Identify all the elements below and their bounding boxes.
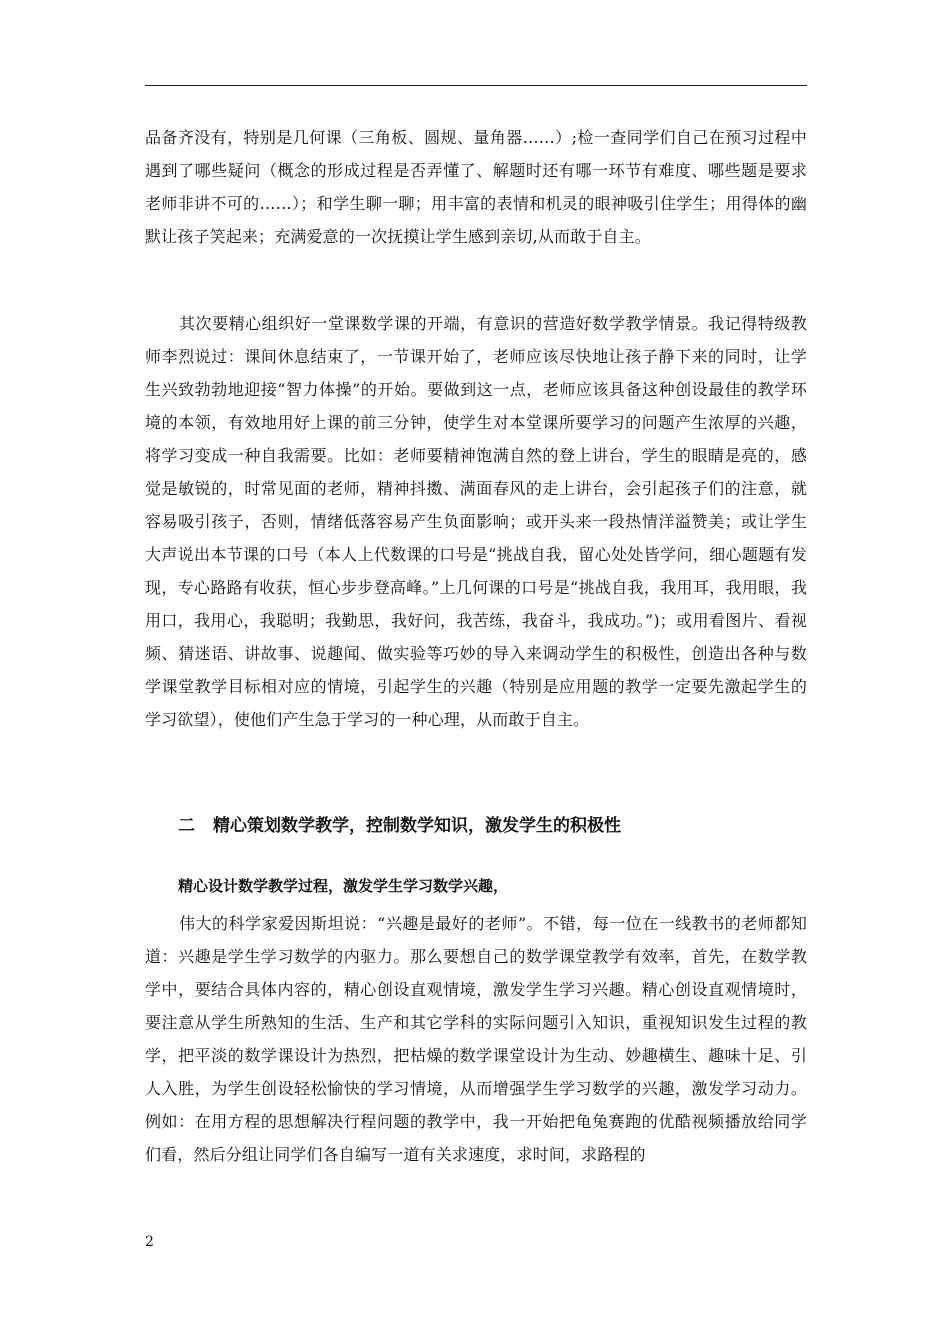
paragraph-continued: 品备齐没有，特别是几何课（三角板、圆规、量角器……）;检一查同学们自己在预习过程中遇到了哪些疑问（概念的形成过程是否弄懂了、解题时还有哪一环节有难度、哪些题是要求老师非讲不可的……）；和学生聊一聊；用丰富的表情和机灵的眼神吸引住学生；用得体的幽默让孩子笑起来；充满爱意的一次抚摸让学生感到亲切,从而敢于自主。 [145, 128, 807, 246]
subsection-heading: 精心设计数学教学过程，激发学生学习数学兴趣， [178, 877, 509, 895]
section-heading [178, 812, 621, 840]
page-number: 2 [145, 1234, 154, 1250]
section-heading-text: 精心策划数学教学，控制数学知识，激发学生的积极性 [213, 816, 621, 836]
header-rule [145, 85, 807, 86]
paragraph-interest: 伟大的科学家爱因斯坦说：“兴趣是最好的老师”。不错，每一位在一线教书的老师都知道：兴趣是学生学习数学的内驱力。那么要想自己的数学课堂教学有效率，首先，在数学教学中，要结合具体内容的，精心创设直观情境，激发学生学习兴趣。精心创设直观情境时，要注意从学生所熟知的生活、生产和其它学科的实际问题引入知识，重视知识发生过程的教学，把平淡的数学课设计为热烈，把枯燥的数学课堂设计为生动、妙趣横生、趣味十足、引人入胜，为学生创设轻松愉快的学习情境，从而增强学生学习数学的兴趣，激发学习动力。例如：在用方程的思想解决行程问题的教学中，我一开始把龟兔赛跑的优酷视频播放给同学们看，然后分组让同学们各自编写一道有关求速度，求时间，求路程的 [145, 914, 807, 1164]
section-heading-number: 二 [178, 816, 195, 836]
paragraph-lesson-opening: 其次要精心组织好一堂课数学课的开端，有意识的营造好数学教学情景。我记得特级教师李烈说过：课间休息结束了，一节课开始了，老师应该尽快地让孩子静下来的同时，让学生兴致勃勃地迎接“智力体操”的开始。要做到这一点，老师应该具备这种创设最佳的教学环境的本领，有效地用好上课的前三分钟，使学生对本堂课所要学习的问题产生浓厚的兴趣，将学习变成一种自我需要。比如：老师要精神饱满自然的登上讲台，学生的眼睛是亮的，感觉是敏锐的，时常见面的老师，精神抖擞、满面春风的走上讲台，会引起孩子们的注意，就容易吸引孩子，否则，情绪低落容易产生负面影响；或开头来一段热情洋溢赞美；或让学生大声说出本节课的口号（本人上代数课的口号是“挑战自我，留心处处皆学问，细心题题有发现，专心路路有收获，恒心步步登高峰。”上几何课的口号是“挑战自我，我用耳，我用眼，我用口，我用心，我聪明；我勤思，我好问，我苦练，我奋斗，我成功。”)；或用看图片、看视频、猜迷语、讲故事、说趣闻、做实验等巧妙的导入来调动学生的积极性，创造出各种与数学课堂教学目标相对应的情境，引起学生的兴趣（特别是应用题的教学一定要先激起学生的学习欲望），使他们产生急于学习的一种心理，从而敢于自主。 [145, 314, 807, 729]
